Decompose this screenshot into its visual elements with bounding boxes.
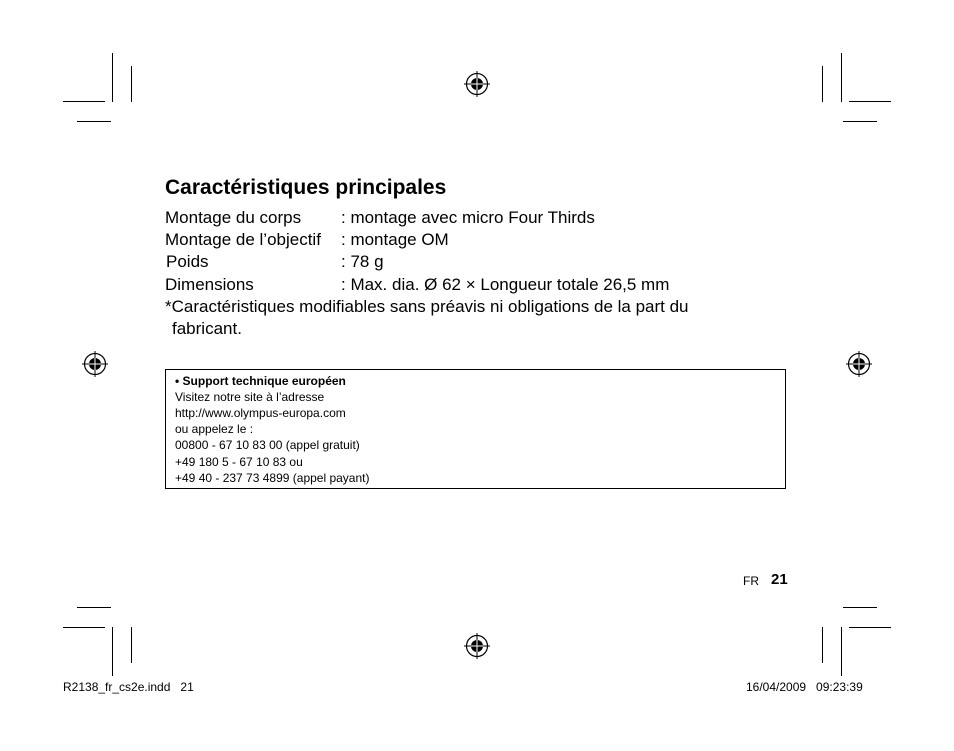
page-language: FR (743, 574, 759, 588)
support-phone: +49 180 5 - 67 10 83 ou (175, 455, 303, 469)
spec-value: : Max. dia. Ø 62 × Longueur totale 26,5 mm (341, 275, 670, 294)
registration-mark-icon (464, 71, 490, 97)
spec-label: Montage de l’objectif (165, 230, 321, 249)
page-title: Caractéristiques principales (165, 176, 447, 199)
crop-mark (63, 101, 105, 102)
registration-mark-icon (82, 351, 108, 377)
support-title: • Support technique européen (175, 374, 346, 388)
support-line: ou appelez le : (175, 422, 254, 436)
page-number: 21 (771, 571, 788, 588)
support-line: Visitez notre site à l’adresse (175, 390, 325, 404)
support-link[interactable]: http://www.olympus-europa.com (175, 406, 346, 420)
crop-mark (849, 627, 891, 628)
support-phone: +49 40 - 237 73 4899 (appel payant) (175, 471, 370, 485)
footer-timestamp: 16/04/2009 09:23:39 (746, 680, 863, 694)
spec-label: Montage du corps (165, 208, 302, 227)
note-line: fabricant. (172, 319, 242, 338)
disclaimer-note (165, 296, 765, 340)
crop-mark (112, 627, 113, 676)
crop-mark (841, 627, 842, 676)
crop-mark (63, 627, 105, 628)
crop-mark (849, 101, 891, 102)
note-line: *Caractéristiques modifiables sans préavis ni obligations de la part du (165, 297, 689, 316)
crop-mark (77, 607, 111, 608)
spec-label: Dimensions (165, 275, 254, 294)
crop-mark (822, 627, 823, 663)
spec-label: Poids (166, 252, 209, 271)
support-phone: 00800 - 67 10 83 00 (appel gratuit) (175, 438, 360, 452)
crop-mark (77, 121, 111, 122)
footer-filename: R2138_fr_cs2e.indd 21 (63, 680, 194, 694)
spec-value: : 78 g (341, 252, 384, 271)
crop-mark (131, 66, 132, 102)
spec-value: : montage avec micro Four Thirds (341, 208, 595, 227)
crop-mark (131, 627, 132, 663)
spec-value: : montage OM (341, 230, 449, 249)
crop-mark (843, 121, 877, 122)
crop-mark (822, 66, 823, 102)
support-box (165, 369, 786, 489)
crop-mark (841, 53, 842, 102)
crop-mark (843, 607, 877, 608)
registration-mark-icon (846, 351, 872, 377)
registration-mark-icon (464, 633, 490, 659)
crop-mark (112, 53, 113, 102)
